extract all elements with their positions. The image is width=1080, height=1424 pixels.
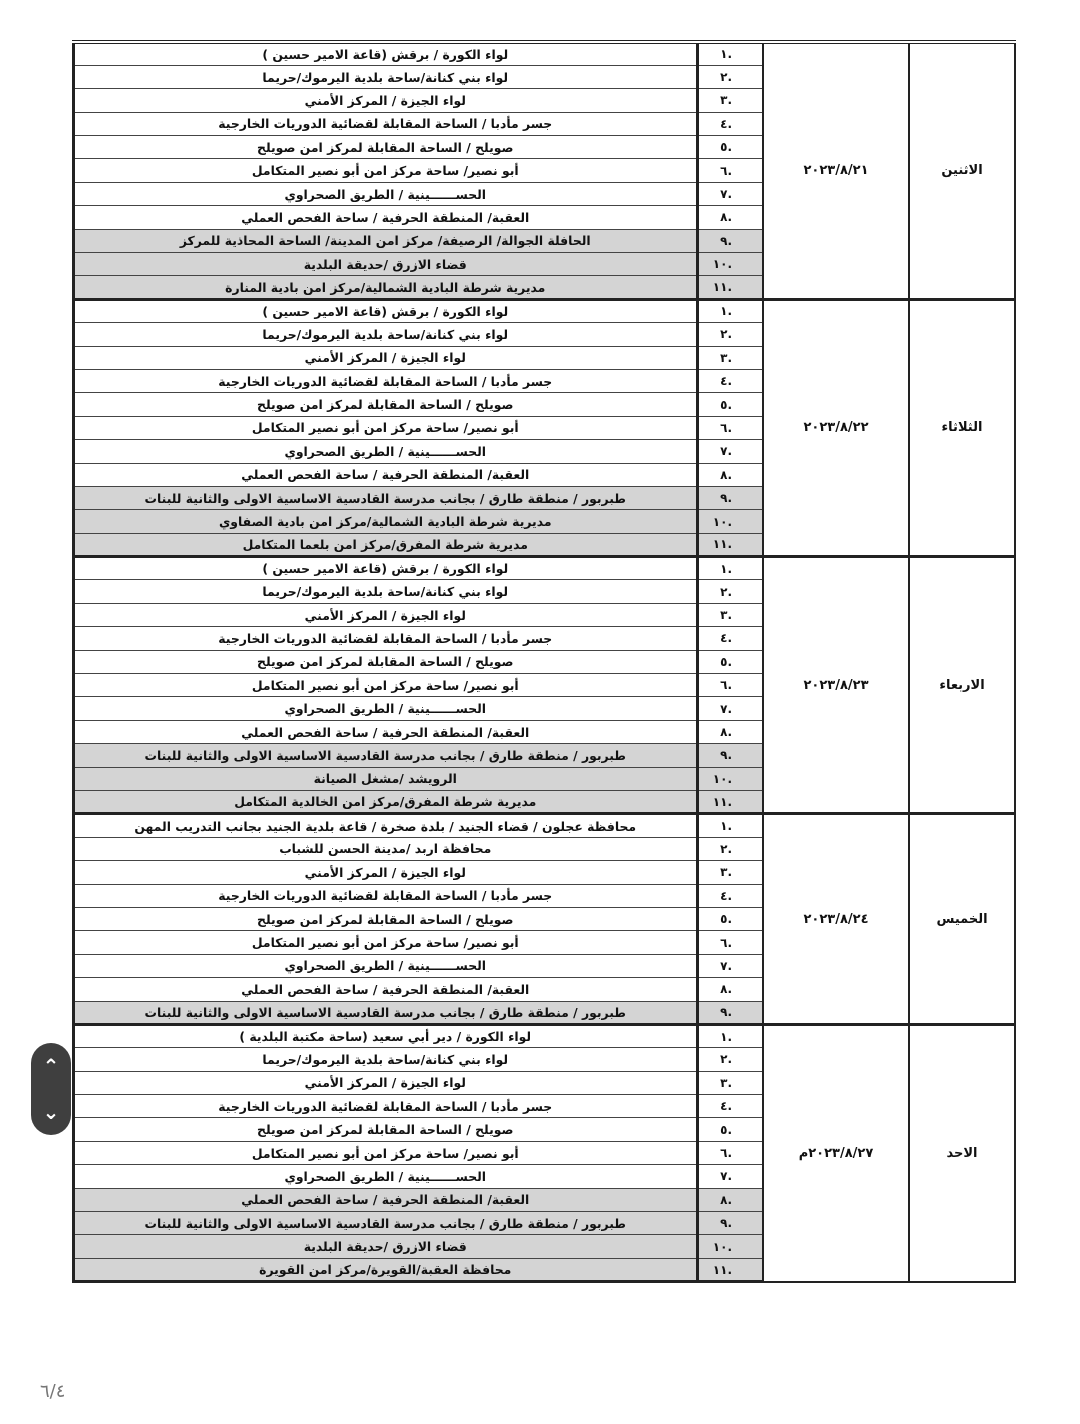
location-cell: العقبة/ المنطقة الحرفية / ساحة الفحص العملي	[74, 978, 698, 1001]
location-cell: الحســــــينية / الطريق الصحراوي	[74, 182, 698, 205]
location-cell: جسر مأدبا / الساحة المقابلة لقضائية الدوريات الخارجية	[74, 1095, 698, 1118]
location-cell: لواء الكورة / برقش (قاعة الامير حسين )	[74, 557, 698, 580]
row-number-cell: .٧	[697, 954, 763, 977]
row-number-cell: .٢	[697, 65, 763, 88]
row-number-cell: .٨	[697, 206, 763, 229]
location-cell: أبو نصير/ ساحة مركز امن أبو نصير المتكامل	[74, 416, 698, 439]
row-number-cell: .٦	[697, 1141, 763, 1164]
location-cell: لواء الجيزة / المركز الأمني	[74, 346, 698, 369]
location-cell: لواء الجيزة / المركز الأمني	[74, 89, 698, 112]
location-cell: الحســــــينية / الطريق الصحراوي	[74, 440, 698, 463]
row-number-cell: .١٠	[697, 767, 763, 790]
row-number-cell: .١١	[697, 791, 763, 814]
date-cell: ٢٠٢٣/٨/٢١	[763, 42, 909, 299]
day-cell: الاحد	[909, 1024, 1015, 1281]
location-cell: لواء بني كنانة/ساحة بلدية اليرموك/حريما	[74, 65, 698, 88]
location-cell: طبربور / منطقة طارق / بجانب مدرسة القادسية الاساسية الاولى والثانية للبنات	[74, 1212, 698, 1235]
table-row	[74, 299, 1016, 322]
location-cell: الرويشد /مشغل الصيانة	[74, 767, 698, 790]
row-number-cell: .٥	[697, 907, 763, 930]
row-number-cell: .٢	[697, 580, 763, 603]
schedule-body	[74, 42, 1016, 1282]
chevron-down-icon[interactable]: ⌄	[42, 1100, 60, 1124]
row-number-cell: .٧	[697, 440, 763, 463]
location-cell: قضاء الازرق /حديقة البلدية	[74, 1235, 698, 1258]
page-nav-control	[31, 1043, 71, 1135]
location-cell: العقبة/ المنطقة الحرفية / ساحة الفحص العملي	[74, 463, 698, 486]
location-cell: الحســــــينية / الطريق الصحراوي	[74, 954, 698, 977]
location-cell: لواء الكورة / دير أبي سعيد (ساحة مكتبة البلدية )	[74, 1024, 698, 1047]
row-number-cell: .٧	[697, 1165, 763, 1188]
day-cell: الثلاثاء	[909, 299, 1015, 556]
row-number-cell: .١	[697, 1024, 763, 1047]
day-cell: الاثنين	[909, 42, 1015, 299]
row-number-cell: .٤	[697, 1095, 763, 1118]
location-cell: طبربور / منطقة طارق / بجانب مدرسة القادسية الاساسية الاولى والثانية للبنات	[74, 744, 698, 767]
location-cell: جسر مأدبا / الساحة المقابلة لقضائية الدوريات الخارجية	[74, 884, 698, 907]
row-number-cell: .٤	[697, 112, 763, 135]
row-number-cell: .٦	[697, 159, 763, 182]
date-cell: ٢٠٢٣/٨/٢٣	[763, 557, 909, 814]
date-cell: ٢٠٢٣/٨/٢٢	[763, 299, 909, 556]
row-number-cell: .٩	[697, 1212, 763, 1235]
location-cell: مديرية شرطة المفرق/مركز امن بلعما المتكامل	[74, 533, 698, 556]
row-number-cell: .٣	[697, 346, 763, 369]
page-number: ٦/٤	[40, 1381, 66, 1402]
row-number-cell: .٢	[697, 1048, 763, 1071]
row-number-cell: .٤	[697, 627, 763, 650]
location-cell: الحســــــينية / الطريق الصحراوي	[74, 697, 698, 720]
row-number-cell: .١	[697, 42, 763, 65]
row-number-cell: .٦	[697, 931, 763, 954]
day-cell: الاربعاء	[909, 557, 1015, 814]
location-cell: لواء بني كنانة/ساحة بلدية اليرموك/حريما	[74, 1048, 698, 1071]
location-cell: أبو نصير/ ساحة مركز امن أبو نصير المتكامل	[74, 931, 698, 954]
row-number-cell: .٩	[697, 486, 763, 509]
location-cell: العقبة/ المنطقة الحرفية / ساحة الفحص العملي	[74, 720, 698, 743]
location-cell: أبو نصير/ ساحة مركز امن أبو نصير المتكامل	[74, 159, 698, 182]
row-number-cell: .٦	[697, 674, 763, 697]
location-cell: لواء الجيزة / المركز الأمني	[74, 603, 698, 626]
row-number-cell: .١	[697, 814, 763, 837]
row-number-cell: .٢	[697, 323, 763, 346]
table-row	[74, 557, 1016, 580]
location-cell: صويلح / الساحة المقابلة لمركز امن صويلح	[74, 907, 698, 930]
location-cell: الحافلة الجوالة/ الرصيفة/ مركز امن المدينة/ الساحة المحاذية للمركز	[74, 229, 698, 252]
row-number-cell: .١	[697, 299, 763, 322]
row-number-cell: .٥	[697, 650, 763, 673]
location-cell: صويلح / الساحة المقابلة لمركز امن صويلح	[74, 1118, 698, 1141]
table-row	[74, 814, 1016, 837]
location-cell: لواء الجيزة / المركز الأمني	[74, 861, 698, 884]
location-cell: مديرية شرطة المفرق/مركز امن الخالدية المتكامل	[74, 791, 698, 814]
location-cell: جسر مأدبا / الساحة المقابلة لقضائية الدوريات الخارجية	[74, 112, 698, 135]
row-number-cell: .٣	[697, 603, 763, 626]
row-number-cell: .٥	[697, 136, 763, 159]
location-cell: جسر مأدبا / الساحة المقابلة لقضائية الدوريات الخارجية	[74, 627, 698, 650]
row-number-cell: .١٠	[697, 253, 763, 276]
row-number-cell: .١٠	[697, 510, 763, 533]
location-cell: محافظة عجلون / قضاء الجنيد / بلدة صخرة / قاعة بلدية الجنيد بجانب التدريب المهن	[74, 814, 698, 837]
location-cell: أبو نصير/ ساحة مركز امن أبو نصير المتكامل	[74, 674, 698, 697]
row-number-cell: .٦	[697, 416, 763, 439]
row-number-cell: .١١	[697, 1258, 763, 1281]
location-cell: طبربور / منطقة طارق / بجانب مدرسة القادسية الاساسية الاولى والثانية للبنات	[74, 1001, 698, 1024]
table-row	[74, 42, 1016, 65]
row-number-cell: .٥	[697, 1118, 763, 1141]
row-number-cell: .٣	[697, 1071, 763, 1094]
date-cell: ٢٠٢٣/٨/٢٤	[763, 814, 909, 1025]
location-cell: لواء الجيزة / المركز الأمني	[74, 1071, 698, 1094]
row-number-cell: .١١	[697, 276, 763, 299]
table-row	[74, 1024, 1016, 1047]
row-number-cell: .١١	[697, 533, 763, 556]
date-cell: ٢٠٢٣/٨/٢٧م	[763, 1024, 909, 1281]
day-cell: الخميس	[909, 814, 1015, 1025]
location-cell: محافظة اربد /مدينة الحسن للشباب	[74, 837, 698, 860]
location-cell: لواء الكورة / برقش (قاعة الامير حسين )	[74, 42, 698, 65]
location-cell: الحســــــينية / الطريق الصحراوي	[74, 1165, 698, 1188]
row-number-cell: .٧	[697, 697, 763, 720]
row-number-cell: .٨	[697, 720, 763, 743]
location-cell: أبو نصير/ ساحة مركز امن أبو نصير المتكامل	[74, 1141, 698, 1164]
location-cell: مديرية شرطة البادية الشمالية/مركز امن بادية المنارة	[74, 276, 698, 299]
location-cell: جسر مأدبا / الساحة المقابلة لقضائية الدوريات الخارجية	[74, 369, 698, 392]
location-cell: صويلح / الساحة المقابلة لمركز امن صويلح	[74, 136, 698, 159]
chevron-up-icon[interactable]: ⌃	[42, 1054, 60, 1078]
row-number-cell: .٢	[697, 837, 763, 860]
row-number-cell: .٧	[697, 182, 763, 205]
row-number-cell: .١٠	[697, 1235, 763, 1258]
row-number-cell: .٣	[697, 89, 763, 112]
location-cell: لواء الكورة / برقش (قاعة الامير حسين )	[74, 299, 698, 322]
location-cell: العقبة/ المنطقة الحرفية / ساحة الفحص العملي	[74, 1188, 698, 1211]
row-number-cell: .٥	[697, 393, 763, 416]
location-cell: قضاء الازرق /حديقة البلدية	[74, 253, 698, 276]
location-cell: لواء بني كنانة/ساحة بلدية اليرموك/حريما	[74, 323, 698, 346]
row-number-cell: .٤	[697, 884, 763, 907]
schedule-table	[72, 40, 1016, 1283]
row-number-cell: .٤	[697, 369, 763, 392]
row-number-cell: .٣	[697, 861, 763, 884]
row-number-cell: .٨	[697, 978, 763, 1001]
row-number-cell: .٩	[697, 229, 763, 252]
location-cell: العقبة/ المنطقة الحرفية / ساحة الفحص العملي	[74, 206, 698, 229]
location-cell: مديرية شرطة البادية الشمالية/مركز امن بادية الصفاوي	[74, 510, 698, 533]
row-number-cell: .٨	[697, 1188, 763, 1211]
row-number-cell: .٩	[697, 744, 763, 767]
location-cell: لواء بني كنانة/ساحة بلدية اليرموك/حريما	[74, 580, 698, 603]
location-cell: طبربور / منطقة طارق / بجانب مدرسة القادسية الاساسية الاولى والثانية للبنات	[74, 486, 698, 509]
row-number-cell: .٨	[697, 463, 763, 486]
location-cell: محافظة العقبة/القويرة/مركز امن القويرة	[74, 1258, 698, 1281]
row-number-cell: .٩	[697, 1001, 763, 1024]
location-cell: صويلح / الساحة المقابلة لمركز امن صويلح	[74, 650, 698, 673]
location-cell: صويلح / الساحة المقابلة لمركز امن صويلح	[74, 393, 698, 416]
row-number-cell: .١	[697, 557, 763, 580]
